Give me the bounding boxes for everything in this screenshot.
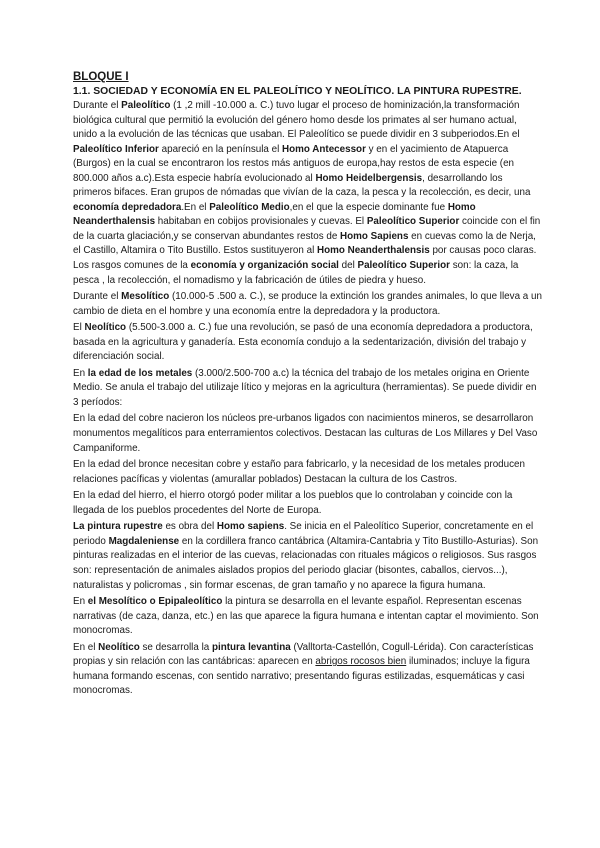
text-run: en la cordillera franco cantábrica (Altamira-Cantabria y Tito Bustillo-Asturias). Son pinturas realizadas en el interior de las cuevas, relacionadas con rituales mágicos o religiosos. Sus rasgos son: representación de animales aislados propios del periodo glaciar (bisontes, caballos, ciervos...), naturalistas y policromas , sin formar escenas, de gran tamaño y no aparece la figura humana. xyxy=(73,535,539,591)
text-run: del xyxy=(338,260,358,272)
bold-term: Homo sapiens xyxy=(216,521,285,533)
text-run: .En el xyxy=(181,201,210,213)
bold-term: Magdaleniense xyxy=(108,535,180,547)
text-run: En la edad del bronce necesitan cobre y estaño para fabricarlo, y la necesidad de los metales producen relaciones pacíficas y violentas (amurallar poblados) Destacan la cultura de los Castros. xyxy=(73,459,526,485)
text-run: En la edad del cobre nacieron los núcleos pre-urbanos ligados con nacimientos mineros, se desarrollaron monumentos megalíticos para enterramientos colectivos. Destacan las culturas de Los Millares y Del Vaso Campaniforme. xyxy=(73,413,538,454)
text-run: (10.000-5 .500 a. C.), se produce la extinción los grandes animales, lo que lleva a un cambio de dieta en el hombre y una economía entre la depredadora y la productora. xyxy=(73,291,542,317)
bold-term: Paleolítico Inferior xyxy=(73,143,159,155)
bold-term: Homo Neanderthalensis xyxy=(73,201,476,228)
text-run: se desarrolla la xyxy=(139,641,212,653)
text-run: ,en el que la especie dominante fue xyxy=(289,201,448,213)
bold-term: Neolítico xyxy=(84,322,127,334)
paragraph xyxy=(73,290,543,319)
paragraph xyxy=(73,458,543,487)
text-run: por causas poco claras. Los rasgos comunes de la xyxy=(73,245,537,272)
bold-term: economía depredadora xyxy=(73,201,182,213)
bold-term: Homo Sapiens xyxy=(340,230,409,242)
section-heading: 1.1. SOCIEDAD Y ECONOMÍA EN EL PALEOLÍTICO Y NEOLÍTICO. LA PINTURA RUPESTRE. xyxy=(73,86,522,97)
bold-term: Paleolítico xyxy=(121,100,171,111)
paragraph xyxy=(73,321,543,365)
bold-term: Homo Antecessor xyxy=(282,143,366,155)
bold-term: Paleolítico Superior xyxy=(366,216,460,228)
document-page xyxy=(73,70,543,701)
text-run: coincide con el fin de la cuarta glaciación,y se conservan abundantes restos de xyxy=(73,216,541,242)
text-run: Durante el xyxy=(73,291,122,303)
bold-term: el Mesolítico o Epipaleolítico xyxy=(87,596,223,608)
text-run: iluminados; incluye la figura humana formando escenas, con sentido narrativo; presentando figuras estilizadas, esquemáticas y casi monocromas. xyxy=(73,656,530,697)
bold-term: Paleolítico Superior xyxy=(357,260,450,272)
text-run: (1 ,2 mill -10.000 a. C.) tuvo lugar el proceso de hominización,la transformación biológica cultural que permitió la evolución del género homo desde los primates al ser humano actual, unido a la evolución de las técnicas que usaban. El Paleolítico se puede dividir en 3 subperiodos.En el xyxy=(73,100,520,141)
text-run: Durante el xyxy=(73,100,122,111)
bold-term: Neolítico xyxy=(98,641,140,653)
text-run: y en el yacimiento de Atapuerca (Burgos) en la cual se encontraron los restos más antiguos de europa,hay restos de esta especie (en 800.000 años a.c).Esta especie habría evolucionado al xyxy=(73,143,515,184)
text-run: son: la caza, la pesca , la recolección, el nomadismo y la fabricación de útiles de piedra y hueso. xyxy=(73,260,519,286)
bold-term: economía y organización social xyxy=(190,260,339,272)
paragraph xyxy=(73,99,543,288)
bold-term: Homo Neanderthalensis xyxy=(317,245,430,257)
bold-term: Mesolítico xyxy=(121,291,170,303)
bold-term: Homo Heidelbergensis xyxy=(315,172,423,184)
paragraph xyxy=(73,489,543,518)
text-run: En el xyxy=(73,641,99,653)
text-run: en cuevas como la de Nerja, el Castillo, Altamira o Tito Bustillo. Estos sustituyeron al xyxy=(73,230,536,257)
bold-term: la edad de los metales xyxy=(87,367,193,379)
text-run: El xyxy=(73,322,85,334)
bold-term: pintura levantina xyxy=(211,641,291,653)
paragraph xyxy=(73,412,543,456)
text-run: habitaban en cobijos provisionales y cuevas. El xyxy=(155,216,367,228)
text-run: (Valltorta-Castellón, Cogull-Lérida). Con características propias y sin relación con las cantábricas: aparecen en xyxy=(73,641,534,668)
text-run: es obra del xyxy=(162,521,217,533)
text-run: En la edad del hierro, el hierro otorgó poder militar a los pueblos que lo controlaban y coincide con la llegada de los pueblos procedentes del Norte de Europa. xyxy=(73,490,513,516)
paragraph xyxy=(73,520,543,593)
text-run: . Se inicia en el Paleolítico Superior, concretamente en el periodo xyxy=(73,521,534,547)
text-run: apareció en la península el xyxy=(158,143,283,155)
block-title: BLOQUE I xyxy=(73,71,129,83)
paragraph xyxy=(73,641,543,699)
document-body xyxy=(73,99,543,699)
text-run: (5.500-3.000 a. C.) fue una revolución, se pasó de una economía depredadora a productora, basada en la agricultura y ganadería. Esta economía condujo a la sedentarización, división del trabajo y diferenciación social. xyxy=(73,322,533,363)
bold-term: Paleolítico Medio xyxy=(209,201,290,213)
text-run: (3.000/2.500-700 a.c) la técnica del trabajo de los metales origina en Oriente Medio. Se anula el trabajo del utilizaje lítico y mejoras en la agricultura (herramientas). Se puede dividir en 3 períodos: xyxy=(73,367,537,408)
underlined-text: abrigos rocosos bien xyxy=(315,656,407,668)
text-run: En xyxy=(73,367,88,379)
paragraph xyxy=(73,367,543,411)
text-run: , desarrollando los primeros bifaces. Eran grupos de nómadas que vivían de la caza, la pesca y la recolección, es decir, una xyxy=(73,172,531,199)
paragraph xyxy=(73,595,543,639)
text-run: En xyxy=(73,596,88,608)
bold-term: La pintura rupestre xyxy=(73,521,163,533)
text-run: la pintura se desarrolla en el levante español. Representan escenas narrativas (de caza, danza, etc.) en las que aparece la figura humana e intentan captar el movimiento. Son monocromas. xyxy=(73,596,539,637)
